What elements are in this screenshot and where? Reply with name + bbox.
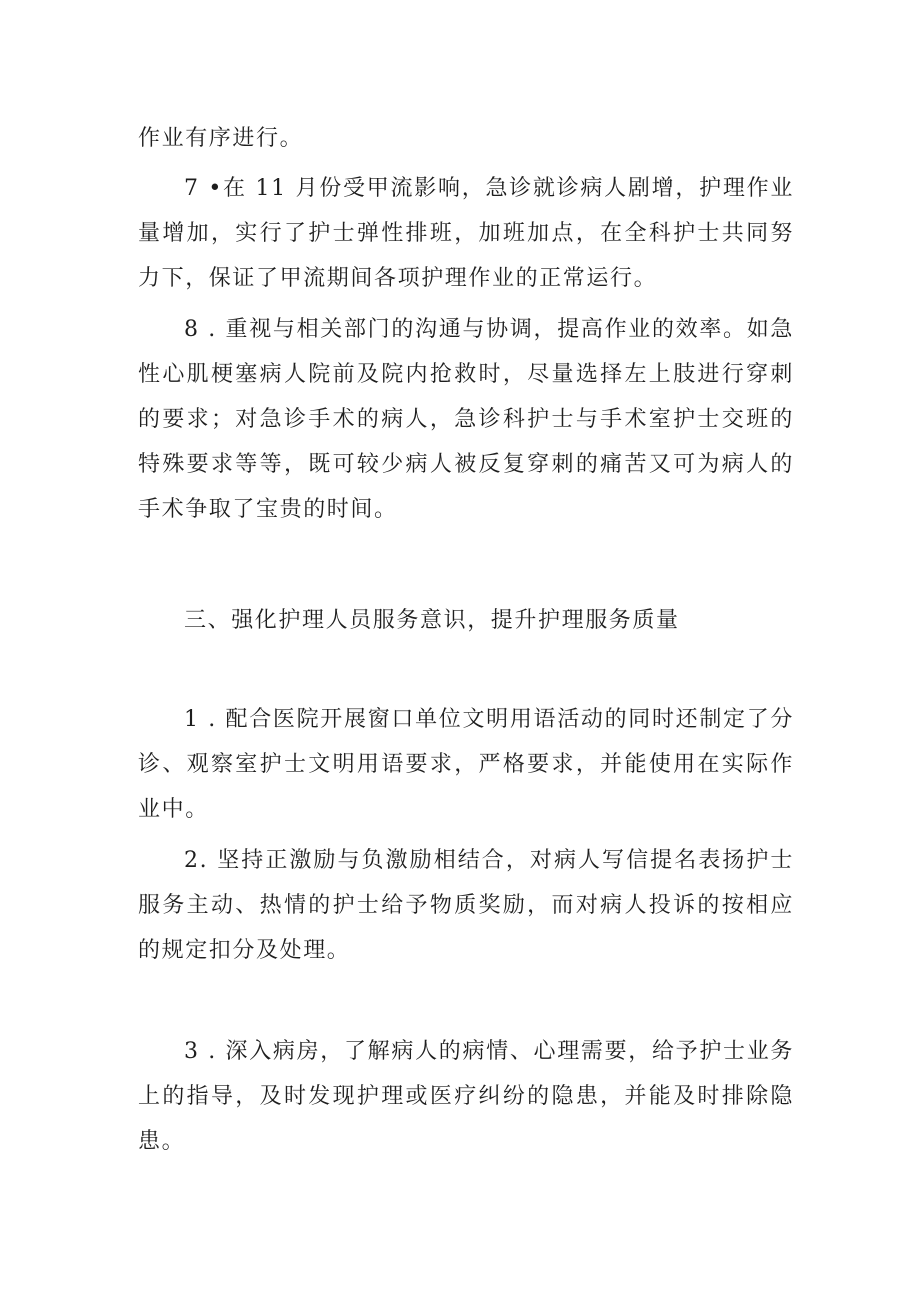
paragraph-section3-item-2: 2. 坚持正激励与负激励相结合，对病人写信提名表扬护士服务主动、热情的护士给予物质奖励，而对病人投诉的按相应的规定扣分及处理。 — [138, 848, 794, 963]
paragraph-section3-item-1: 1 . 配合医院开展窗口单位文明用语活动的同时还制定了分诊、观察室护士文明用语要求，严格要求，并能使用在实际作业中。 — [138, 707, 794, 822]
paragraph-item-7: 7 •在 11 月份受甲流影响，急诊就诊病人剧增，护理作业量增加，实行了护士弹性排班，加班加点，在全科护士共同努力下，保证了甲流期间各项护理作业的正常运行。 — [138, 176, 794, 291]
paragraph-continuation: 作业有序进行。 — [138, 126, 304, 151]
paragraph-item-8: 8 . 重视与相关部门的沟通与协调，提高作业的效率。如急性心肌梗塞病人院前及院内抢救时，尽量选择左上肢进行穿刺的要求；对急诊手术的病人，急诊科护士与手术室护士交班的特殊要求等等，既可较少病人被反复穿刺的痛苦又可为病人的手术争取了宝贵的时间。 — [138, 317, 794, 522]
section-heading-3: 三、强化护理人员服务意识，提升护理服务质量 — [184, 608, 680, 633]
paragraph-section3-item-3: 3 . 深入病房，了解病人的病情、心理需要，给予护士业务上的指导，及时发现护理或医疗纠纷的隐患，并能及时排除隐患。 — [138, 1039, 794, 1154]
